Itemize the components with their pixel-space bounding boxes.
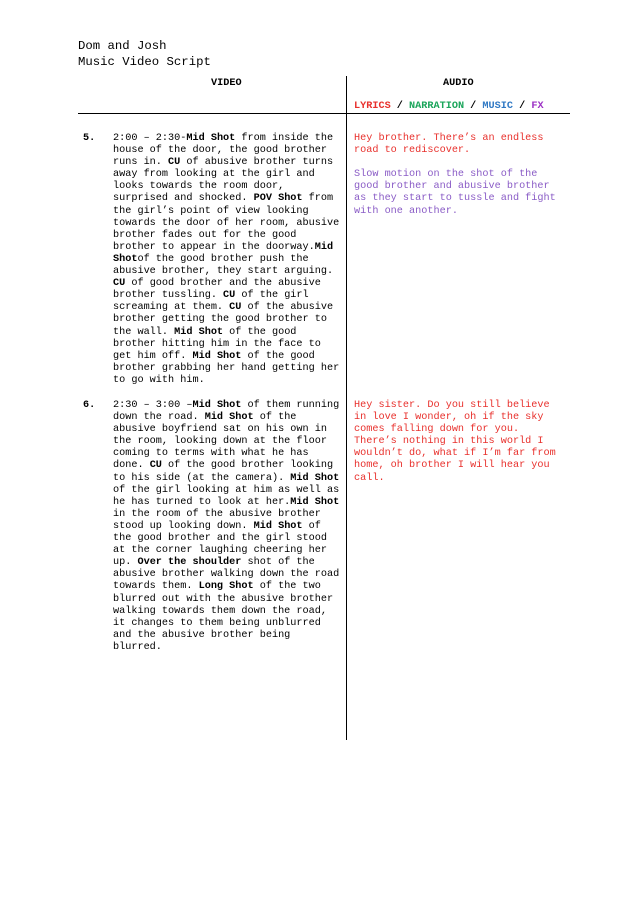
description-text: of the good brother looking to his side (at the camera). [113, 460, 334, 484]
scene-lyrics: Hey sister. Do you still believe in love I wonder, oh if the sky comes falling down for you. There’s nothing in this world I wouldn’t do, what if I’m far from home, oh brother I will hear you call. [354, 400, 556, 484]
scene-audio [354, 400, 566, 485]
legend-music: MUSIC [482, 101, 513, 112]
description-text: in the room of the abusive brother stood up looking down. [113, 508, 321, 532]
description-text: of them running down the road. [113, 400, 340, 424]
legend-separator: / [464, 101, 483, 112]
legend-separator: / [512, 101, 532, 112]
description-text: 2:00 – 2:30- [113, 133, 187, 144]
document-title: Dom and Josh [78, 39, 167, 53]
description-text: of abusive brother turns away from looking at the girl and looks towards the room door, surprised and shocked. [113, 157, 334, 205]
shot-type-label: CU [113, 278, 126, 290]
scene-video-description [113, 400, 341, 654]
audio-column-header: AUDIO [443, 78, 474, 89]
description-text: of good brother and the abusive brother tussling. [113, 278, 321, 302]
description-text: of the good brother and the girl stood at the corner laughing cheering her up. [113, 520, 327, 569]
scene-lyrics: Hey brother. There’s an endless road to rediscover. [354, 133, 544, 157]
description-text: from inside the house of the door, the good brother runs in. [113, 133, 334, 169]
shot-type-label: CU [229, 302, 242, 314]
shot-type-label: Long Shot [198, 581, 254, 593]
description-text: of the abusive boyfriend sat on his own in the room, looking down at the floor coming to terms with what he has done. [113, 412, 327, 472]
description-text: of the girl looking at him as well as he has turned to look at her. [113, 484, 340, 508]
description-text: of the girl screaming at them. [113, 290, 309, 314]
legend-narration: NARRATION [409, 101, 465, 112]
shot-type-label: Mid Shot [253, 520, 303, 532]
shot-type-label: CU [168, 157, 181, 169]
legend-fx: FX [531, 101, 544, 112]
shot-type-label: Mid Shot [192, 350, 242, 362]
description-text: 2:30 – 3:00 – [113, 400, 193, 411]
legend-separator: / [390, 101, 410, 112]
description-text: shot of the abusive brother walking down the road towards them. [113, 557, 340, 593]
description-text: from the girl’s point of view looking towards the door of her room, abusive brother fades out for the good brother to appear in the doorway. [113, 193, 340, 253]
scene-video-description [113, 133, 341, 387]
shot-type-label: Mid Shot [290, 496, 340, 508]
shot-type-label: POV Shot [253, 193, 303, 205]
shot-type-label: Mid Shot [290, 472, 340, 484]
description-text: of the two blurred out with the abusive brother walking towards them down the road, it changes to them being unblurred and the abusive brother being blurred. [113, 581, 334, 653]
shot-type-label: CU [223, 290, 236, 302]
shot-type-label: Mid Shot [186, 133, 236, 144]
video-column-header: VIDEO [211, 78, 242, 89]
description-text: of the good brother push the abusive brother, they start arguing. [113, 253, 334, 278]
shot-type-label: Mid Shot [113, 241, 334, 265]
shot-type-label: Mid Shot [204, 412, 254, 424]
description-text: of the good brother grabbing her hand getting her to go with him. [113, 350, 340, 386]
scene-narration: Slow motion on the shot of the good brother and abusive brother as they start to tussle and fight with one another. [354, 169, 556, 217]
description-text: of the abusive brother getting the good brother to the wall. [113, 302, 334, 338]
header-divider [78, 113, 570, 114]
shot-type-label: Mid Shot [192, 400, 242, 411]
shot-type-label: CU [149, 460, 162, 472]
shot-type-label: Over the shoulder [137, 557, 242, 569]
audio-legend [354, 101, 544, 112]
scene-number: 5. [83, 133, 96, 144]
legend-lyrics: LYRICS [354, 101, 391, 112]
scene-number: 6. [83, 400, 96, 411]
description-text: of the good brother hitting him in the face to get him off. [113, 326, 321, 362]
scene-audio [354, 133, 566, 218]
column-divider [346, 76, 347, 740]
shot-type-label: Mid Shot [174, 326, 224, 338]
document-subtitle: Music Video Script [78, 55, 211, 69]
